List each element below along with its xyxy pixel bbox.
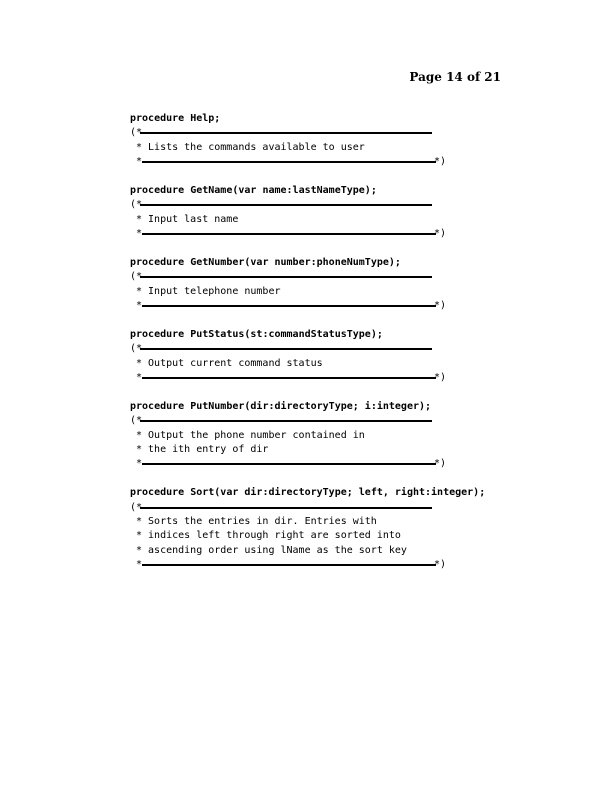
comment-close-token: *): [434, 559, 447, 571]
comment-star-token: *: [136, 458, 143, 470]
procedure-block: [130, 184, 485, 242]
comment-close-rule: [130, 227, 485, 241]
comment-open-token: (*: [130, 127, 143, 139]
comment-close-token: *): [434, 372, 447, 384]
comment-close-rule: [130, 371, 485, 385]
page-number: Page 14 of 21: [409, 70, 501, 84]
comment-close-token: *): [434, 228, 447, 240]
comment-close-token: *): [434, 156, 447, 168]
comment-line: * Input telephone number: [136, 285, 281, 297]
comment-open-token: (*: [130, 199, 143, 211]
comment-open-rule: [130, 270, 485, 284]
comment-close-rule: [130, 457, 485, 471]
comment-open-rule: [130, 342, 485, 356]
double-rule-line: [142, 564, 436, 566]
comment-line: * ascending order using lName as the sort key: [136, 544, 407, 556]
comment-open-token: (*: [130, 415, 143, 427]
comment-open-token: (*: [130, 343, 143, 355]
double-rule-line: [140, 420, 432, 422]
procedure-block: [130, 112, 485, 170]
comment-line: * Sorts the entries in dir. Entries with: [136, 515, 377, 527]
procedure-signature: procedure PutNumber(dir:directoryType; i:integer);: [130, 400, 432, 412]
comment-open-rule: [130, 126, 485, 140]
comment-star-token: *: [136, 300, 143, 312]
comment-close-token: *): [434, 458, 447, 470]
comment-star-token: *: [136, 228, 143, 240]
comment-line: * Input last name: [136, 213, 239, 225]
comment-open-rule: [130, 198, 485, 212]
double-rule-line: [142, 233, 436, 235]
comment-open-rule: [130, 414, 485, 428]
comment-star-token: *: [136, 372, 143, 384]
procedure-block: [130, 328, 485, 386]
procedure-block: [130, 486, 485, 572]
comment-line: * Output current command status: [136, 357, 323, 369]
procedure-signature: procedure GetName(var name:lastNameType);: [130, 184, 377, 196]
double-rule-line: [140, 348, 432, 350]
double-rule-line: [142, 463, 436, 465]
procedure-signature: procedure Help;: [130, 113, 221, 124]
procedure-signature: procedure PutStatus(st:commandStatusType);: [130, 328, 383, 340]
double-rule-line: [142, 161, 436, 163]
procedure-block: [130, 400, 485, 472]
comment-line: * Lists the commands available to user: [136, 141, 365, 153]
comment-close-rule: [130, 558, 485, 572]
double-rule-line: [140, 276, 432, 278]
comment-line: * indices left through right are sorted into: [136, 530, 401, 542]
comment-close-token: *): [434, 300, 447, 312]
double-rule-line: [140, 204, 432, 206]
procedure-listing: [130, 112, 485, 587]
comment-close-rule: [130, 155, 485, 169]
procedure-signature: procedure GetNumber(var number:phoneNumType);: [130, 256, 401, 268]
double-rule-line: [140, 132, 432, 134]
comment-star-token: *: [136, 559, 143, 571]
double-rule-line: [140, 507, 432, 509]
comment-star-token: *: [136, 156, 143, 168]
double-rule-line: [142, 377, 436, 379]
comment-close-rule: [130, 299, 485, 313]
comment-line: * Output the phone number contained in: [136, 429, 365, 441]
procedure-block: [130, 256, 485, 314]
comment-open-token: (*: [130, 501, 143, 513]
comment-open-rule: [130, 501, 485, 515]
comment-open-token: (*: [130, 271, 143, 283]
procedure-signature: procedure Sort(var dir:directoryType; left, right:integer);: [130, 487, 486, 499]
comment-line: * the ith entry of dir: [136, 443, 269, 455]
double-rule-line: [142, 305, 436, 307]
